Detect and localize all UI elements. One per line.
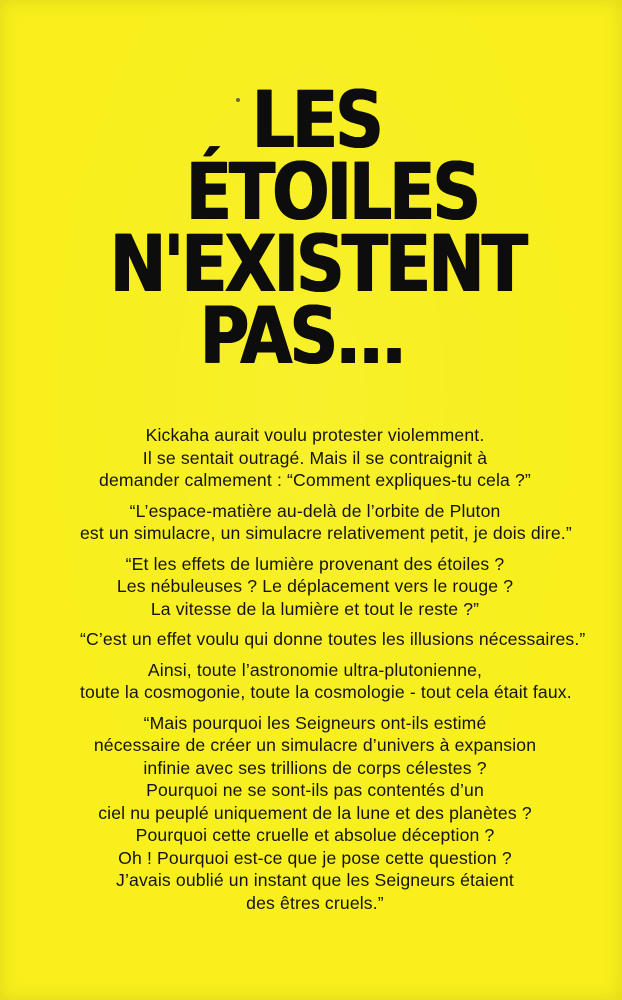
cover-title xyxy=(0,70,622,390)
blurb-line: est un simulacre, un simulacre relativement petit, je dois dire.” xyxy=(80,523,572,543)
blurb-line: “C’est un effet voulu qui donne toutes les illusions nécessaires.” xyxy=(80,629,586,649)
title-line-3: N'EXISTENT xyxy=(110,220,526,310)
blurb-line: des êtres cruels.” xyxy=(246,892,384,913)
blurb-line: “Mais pourquoi les Seigneurs ont-ils estimé xyxy=(143,712,487,733)
blurb-line: demander calmement : “Comment expliques-tu cela ?” xyxy=(99,470,531,490)
blurb-line: nécessaire de créer un simulacre d’univers à expansion xyxy=(93,735,537,755)
blurb-line: Oh ! Pourquoi est-ce que je pose cette question ? xyxy=(118,847,512,868)
blurb-line: Les nébuleuses ? Le déplacement vers le rouge ? xyxy=(116,576,514,596)
blurb-line: toute la cosmogonie, toute la cosmologie - tout cela était faux. xyxy=(80,682,572,702)
blurb-line: “L’espace-matière au-delà de l’orbite de Pluton xyxy=(129,500,501,521)
blurb-line: La vitesse de la lumière et tout le reste ?” xyxy=(150,598,480,619)
title-line-1: LES xyxy=(252,76,382,166)
blurb-paragraph-1 xyxy=(80,424,550,492)
blurb-line: J’avais oublié un instant que les Seigneurs étaient xyxy=(116,870,514,890)
blurb-line: infinie avec ses trillions de corps célestes ? xyxy=(143,757,487,778)
blurb-text xyxy=(80,424,586,922)
blurb-line: Ainsi, toute l’astronomie ultra-plutonienne, xyxy=(147,659,483,680)
blurb-paragraph-5 xyxy=(80,659,572,704)
blurb-paragraph-6 xyxy=(80,712,550,915)
blurb-line: “Et les effets de lumière provenant des étoiles ? xyxy=(125,553,505,574)
blurb-line: ciel nu peuplé uniquement de la lune et des planètes ? xyxy=(98,802,532,823)
title-line-2: ÉTOILES xyxy=(186,148,479,238)
blurb-line: Pourquoi ne se sont-ils pas contentés d’un xyxy=(146,780,484,800)
blurb-paragraph-2 xyxy=(80,500,572,545)
blurb-paragraph-3 xyxy=(80,553,550,621)
blurb-paragraph-4 xyxy=(80,628,586,651)
title-line-4: PAS... xyxy=(200,292,405,382)
blurb-line: Il se sentait outragé. Mais il se contraignit à xyxy=(142,447,488,468)
blurb-line: Pourquoi cette cruelle et absolue déception ? xyxy=(135,825,495,845)
blurb-line: Kickaha aurait voulu protester violemment. xyxy=(145,425,485,445)
